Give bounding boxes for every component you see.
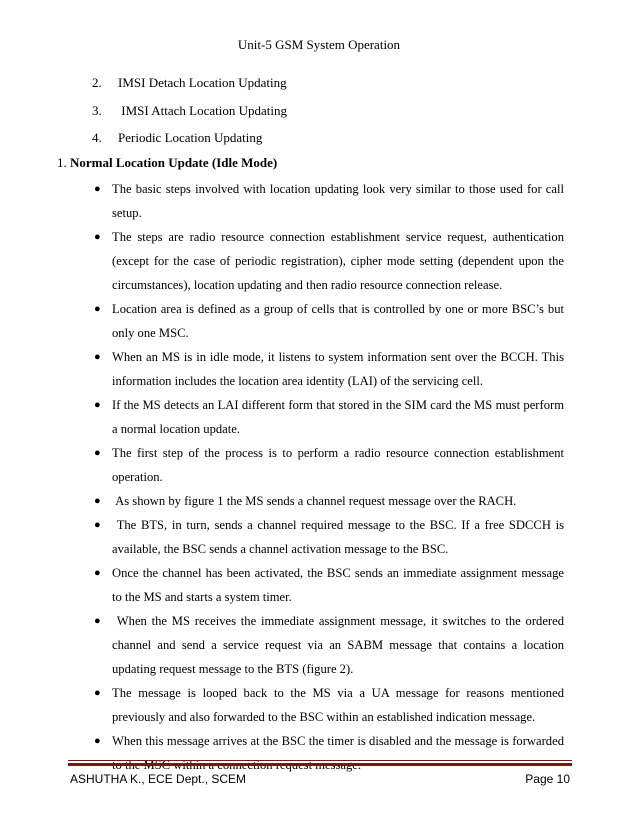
bullet-icon: ● (94, 351, 101, 363)
bullet-text: The message is looped back to the MS via a UA message for reasons mentioned previously and also forwarded to the BSC within an established indication message. (112, 686, 564, 724)
bullet-icon: ● (94, 615, 101, 627)
list-item-number: 3. (92, 103, 102, 118)
list-item (92, 130, 262, 146)
bullet-text: The basic steps involved with location updating look very similar to those used for call setup. (112, 182, 564, 220)
bullet-item (94, 297, 564, 345)
bullet-item (94, 393, 564, 441)
page-header: Unit-5 GSM System Operation (237, 37, 401, 52)
bullet-text: When this message arrives at the BSC the timer is disabled and the message is forwarded to the MSC within a connection request message. (112, 734, 564, 772)
bullet-icon: ● (94, 447, 101, 459)
bullet-icon: ● (94, 183, 101, 195)
bullet-text: If the MS detects an LAI different form that stored in the SIM card the MS must perform a normal location update. (112, 398, 564, 436)
bullet-text: When the MS receives the immediate assignment message, it switches to the ordered channel and send a service request via an SABM message that contains a location updating request message to the BTS (figure 2). (112, 614, 568, 676)
list-item-text: IMSI Detach Location Updating (118, 75, 287, 90)
bullet-item (94, 177, 564, 225)
bullet-item (94, 225, 564, 297)
list-item-text: IMSI Attach Location Updating (118, 103, 287, 118)
section-title: Normal Location Update (Idle Mode) (70, 155, 278, 170)
bullet-item (94, 513, 568, 561)
bullet-item (94, 441, 564, 489)
bullet-item (94, 681, 564, 729)
list-item-number: 4. (92, 130, 102, 145)
section-number: 1. (57, 155, 70, 170)
list-item-text: Periodic Location Updating (118, 130, 263, 145)
bullet-icon: ● (94, 495, 101, 507)
footer-author: ASHUTHA K., ECE Dept., SCEM (70, 772, 247, 786)
page-number: Page 10 (525, 772, 570, 786)
bullet-list (94, 177, 568, 777)
bullet-text: Once the channel has been activated, the BSC sends an immediate assignment message to the MS and starts a system timer. (112, 566, 564, 604)
bullet-item (94, 489, 564, 513)
bullet-text: The steps are radio resource connection establishment service request, authentication (except for the case of periodic registration), cipher mode setting (dependent upon the circumstances), location updating and then radio resource connection release. (112, 230, 564, 292)
bullet-icon: ● (94, 399, 101, 411)
bullet-text: As shown by figure 1 the MS sends a channel request message over the RACH. (112, 494, 517, 508)
bullet-text: Location area is defined as a group of cells that is controlled by one or more BSC’s but only one MSC. (112, 302, 564, 340)
footer-rule-thick (68, 763, 572, 766)
page-footer (70, 772, 570, 786)
bullet-icon: ● (94, 303, 101, 315)
footer-rule (68, 760, 572, 761)
bullet-icon: ● (94, 687, 101, 699)
bullet-item (94, 345, 564, 393)
bullet-icon: ● (94, 231, 101, 243)
list-item (92, 75, 287, 91)
bullet-item (94, 729, 564, 777)
section-heading (57, 155, 277, 171)
bullet-text: The BTS, in turn, sends a channel required message to the BSC. If a free SDCCH is available, the BSC sends a channel activation message to the BSC. (112, 518, 568, 556)
list-item (92, 103, 287, 119)
bullet-text: When an MS is in idle mode, it listens to system information sent over the BCCH. This information includes the location area identity (LAI) of the servicing cell. (112, 350, 564, 388)
bullet-text: The first step of the process is to perform a radio resource connection establishment operation. (112, 446, 564, 484)
list-item-number: 2. (92, 75, 102, 90)
bullet-item (94, 561, 564, 609)
bullet-icon: ● (94, 519, 101, 531)
bullet-icon: ● (94, 735, 101, 747)
bullet-icon: ● (94, 567, 101, 579)
bullet-item (94, 609, 568, 681)
